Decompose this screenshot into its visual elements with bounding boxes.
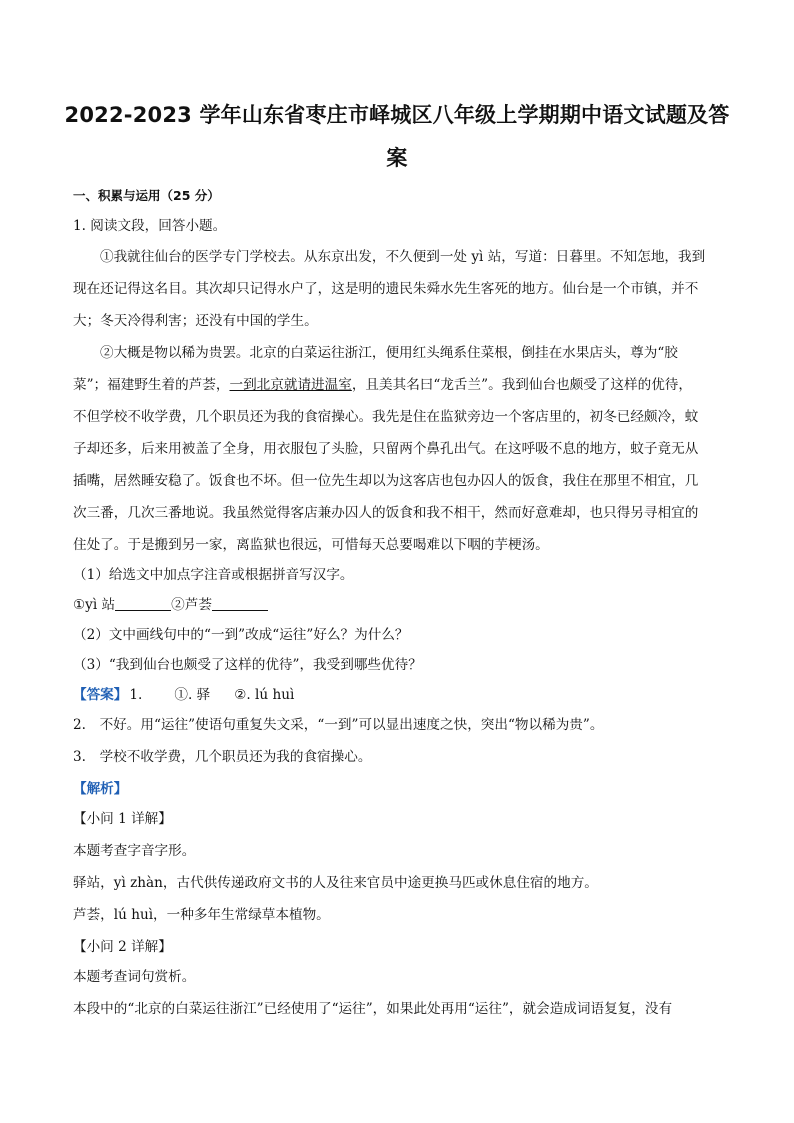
answer-part: ①. 驿 <box>174 687 211 703</box>
analysis-text: 驿站，yì zhàn，古代供传递政府文书的人及往来官员中途更换马匹或休息住宿的地方。 <box>73 875 598 891</box>
subquestion-1: （1）给选文中加点字注音或根据拼音写汉字。 <box>73 567 354 583</box>
answer-number: 1. <box>129 687 143 703</box>
passage-line <box>73 375 692 395</box>
answer-line-3: 3. 学校不收学费，几个职员还为我的食宿操心。 <box>73 749 372 765</box>
underlined-sentence: 一到北京就请进温室 <box>229 377 352 393</box>
passage-line: ②大概是物以稀为贵罢。北京的白菜运往浙江，便用红头绳系住菜根，倒挂在水果店头，尊为“胶 <box>100 345 678 361</box>
blank-label: ②芦荟 <box>171 597 212 613</box>
passage-line: ①我就往仙台的医学专门学校去。从东京出发，不久便到一处 yì 站，写道：日暮里。不知怎地，我到 <box>100 249 706 265</box>
passage-line: 次三番，几次三番地说。我虽然觉得客店兼办囚人的饭食和我不相干，然而好意难却，也只得另寻相宜的 <box>73 505 699 521</box>
section-heading: 一、积累与运用（25 分） <box>73 188 220 203</box>
analysis-sub-heading: 【小问 1 详解】 <box>73 811 172 827</box>
analysis-text: 本段中的“北京的白菜运往浙江”已经使用了“运往”，如果此处再用“运往”，就会造成词语复复，没有 <box>73 1001 673 1017</box>
question-stem: 1. 阅读文段，回答小题。 <box>73 218 227 234</box>
passage-line: 现在还记得这名目。其次却只记得水户了，这是明的遗民朱舜水先生客死的地方。仙台是一个市镇，并不 <box>73 281 699 297</box>
analysis-text: 芦荟，lú huì，一种多年生常绿草本植物。 <box>73 907 330 923</box>
passage-line: 大；冬天冷得利害；还没有中国的学生。 <box>73 313 318 329</box>
passage-line: 不但学校不收学费，几个职员还为我的食宿操心。我先是住在监狱旁边一个客店里的，初冬已经颇冷，蚊 <box>73 409 699 425</box>
blank-label: ①yì 站 <box>73 597 116 613</box>
analysis-sub-heading: 【小问 2 详解】 <box>73 939 172 955</box>
passage-line: 住处了。于是搬到另一家，离监狱也很远，可惜每天总要喝难以下咽的芋梗汤。 <box>73 537 549 553</box>
answer-label: 【答案】 <box>73 687 128 703</box>
answer-line-2: 2. 不好。用“运往”使语句重复失文采，“一到”可以显出速度之快，突出“物以稀为贵”。 <box>73 717 604 733</box>
answer-blank <box>115 596 171 611</box>
passage-text: ，且美其名曰“龙舌兰”。我到仙台也颇受了这样的优待， <box>351 377 692 393</box>
subquestion-1-blanks <box>73 595 268 615</box>
analysis-text: 本题考查词句赏析。 <box>73 969 196 985</box>
answer-blank <box>212 596 268 611</box>
answer-part: ②. lú huì <box>234 687 295 703</box>
document-title-line-1: 2022-2023 学年山东省枣庄市峄城区八年级上学期期中语文试题及答 <box>64 103 730 127</box>
passage-line: 子却还多，后来用被盖了全身，用衣服包了头脸，只留两个鼻孔出气。在这呼吸不息的地方，蚊子竟无从 <box>73 441 699 457</box>
analysis-text: 本题考查字音字形。 <box>73 843 196 859</box>
subquestion-2: （2）文中画线句中的“一到”改成“运往”好么？为什么？ <box>73 627 409 643</box>
document-title-line-2: 案 <box>386 146 408 170</box>
subquestion-3: （3）“我到仙台也颇受了这样的优待”，我受到哪些优待？ <box>73 657 422 673</box>
passage-line: 插嘴，居然睡安稳了。饭食也不坏。但一位先生却以为这客店也包办囚人的饭食，我住在那里不相宜，几 <box>73 473 699 489</box>
analysis-label: 【解析】 <box>73 781 128 797</box>
answer-line-1 <box>73 685 294 705</box>
passage-text: 菜”；福建野生着的芦荟， <box>73 377 230 393</box>
